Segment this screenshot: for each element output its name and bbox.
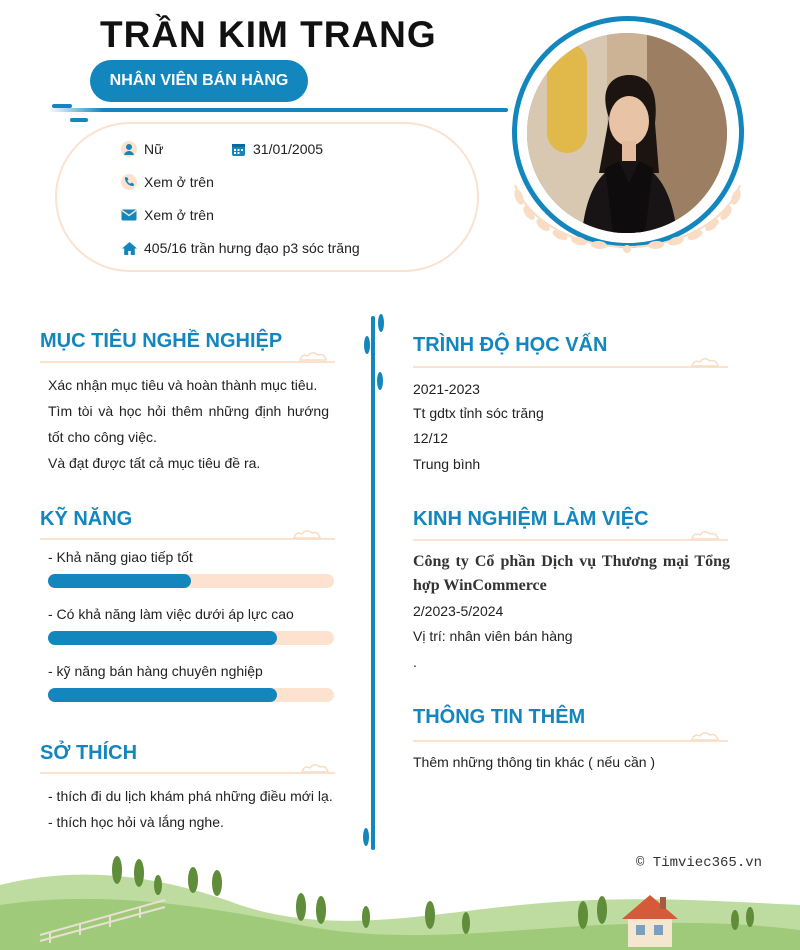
- cloud-decoration: [690, 356, 720, 368]
- skill-label: - Có khả năng làm việc dưới áp lực cao: [48, 606, 294, 622]
- objective-line: Xác nhận mục tiêu và hoàn thành mục tiêu.: [48, 377, 318, 393]
- laurel-decoration: [505, 175, 750, 265]
- objective-line: Và đạt được tất cả mục tiêu đề ra.: [48, 455, 261, 471]
- home-icon: [120, 239, 138, 257]
- birthdate-value: 31/01/2005: [253, 141, 324, 157]
- hobby-item: - thích đi du lịch khám phá những điều mới lạ.: [48, 788, 333, 804]
- skill-bar: [48, 574, 334, 588]
- phone-value: Xem ở trên: [144, 174, 214, 190]
- gender-value: Nữ: [144, 141, 164, 157]
- divider-ornament: [364, 336, 370, 354]
- skill-bar-fill: [48, 631, 277, 645]
- section-underline: [40, 772, 335, 774]
- landscape-illustration: [0, 845, 800, 950]
- header-dash: [52, 104, 72, 108]
- gender-row: [120, 140, 163, 158]
- cloud-decoration: [690, 730, 720, 742]
- column-divider: [371, 316, 375, 850]
- education-grade: 12/12: [413, 430, 449, 446]
- skill-label: - Khả năng giao tiếp tốt: [48, 549, 193, 565]
- phone-icon: [120, 173, 138, 191]
- extra-info-text: Thêm những thông tin khác ( nếu cần ): [413, 754, 656, 770]
- position-badge: [90, 60, 308, 102]
- envelope-icon: [120, 206, 138, 224]
- education-rank: Trung bình: [413, 456, 481, 472]
- person-icon: [120, 140, 138, 158]
- education-period: 2021-2023: [413, 381, 480, 397]
- experience-note: .: [413, 654, 417, 670]
- section-underline: [413, 740, 728, 742]
- footer-brand: © Timviec365.vn: [636, 855, 763, 871]
- email-row: [120, 206, 214, 224]
- divider-ornament: [363, 828, 369, 846]
- phone-row: [120, 173, 214, 191]
- candidate-name: TRẦN KIM TRANG: [100, 14, 437, 55]
- position-label: NHÂN VIÊN BÁN HÀNG: [109, 72, 289, 89]
- objective-title: MỤC TIÊU NGHỀ NGHIỆP: [40, 330, 283, 352]
- skill-bar: [48, 631, 334, 645]
- address-row: [120, 239, 360, 257]
- header-rule: [48, 108, 508, 112]
- birthdate-row: [229, 140, 323, 158]
- skill-bar: [48, 688, 334, 702]
- education-title: TRÌNH ĐỘ HỌC VẤN: [413, 334, 608, 356]
- experience-title: KINH NGHIỆM LÀM VIỆC: [413, 508, 649, 530]
- skill-bar-fill: [48, 574, 191, 588]
- section-underline: [40, 538, 335, 540]
- cloud-decoration: [298, 350, 328, 362]
- divider-ornament: [378, 314, 384, 332]
- header-dash: [70, 118, 88, 122]
- hobbies-title: SỞ THÍCH: [40, 742, 138, 764]
- hobby-item: - thích học hỏi và lắng nghe.: [48, 814, 224, 830]
- section-underline: [40, 361, 335, 363]
- address-value: 405/16 trần hưng đạo p3 sóc trăng: [144, 240, 360, 256]
- section-underline: [413, 366, 728, 368]
- cloud-decoration: [300, 762, 330, 774]
- objective-line: Tìm tòi và học hỏi thêm những định hướng tốt cho công việc.: [48, 403, 329, 445]
- skills-title: KỸ NĂNG: [40, 508, 133, 530]
- section-underline: [413, 539, 728, 541]
- email-value: Xem ở trên: [144, 207, 214, 223]
- experience-role: Vị trí: nhân viên bán hàng: [413, 628, 573, 644]
- extra-info-title: THÔNG TIN THÊM: [413, 706, 586, 728]
- skill-label: - kỹ năng bán hàng chuyên nghiệp: [48, 663, 263, 679]
- calendar-icon: [229, 140, 247, 158]
- divider-ornament: [377, 372, 383, 390]
- skill-bar-fill: [48, 688, 277, 702]
- education-school: Tt gdtx tỉnh sóc trăng: [413, 405, 544, 421]
- experience-company: Công ty Cổ phần Dịch vụ Thương mại Tổng hợp WinCommerce: [413, 553, 730, 594]
- experience-period: 2/2023-5/2024: [413, 603, 504, 619]
- cloud-decoration: [292, 528, 322, 540]
- cloud-decoration: [690, 529, 720, 541]
